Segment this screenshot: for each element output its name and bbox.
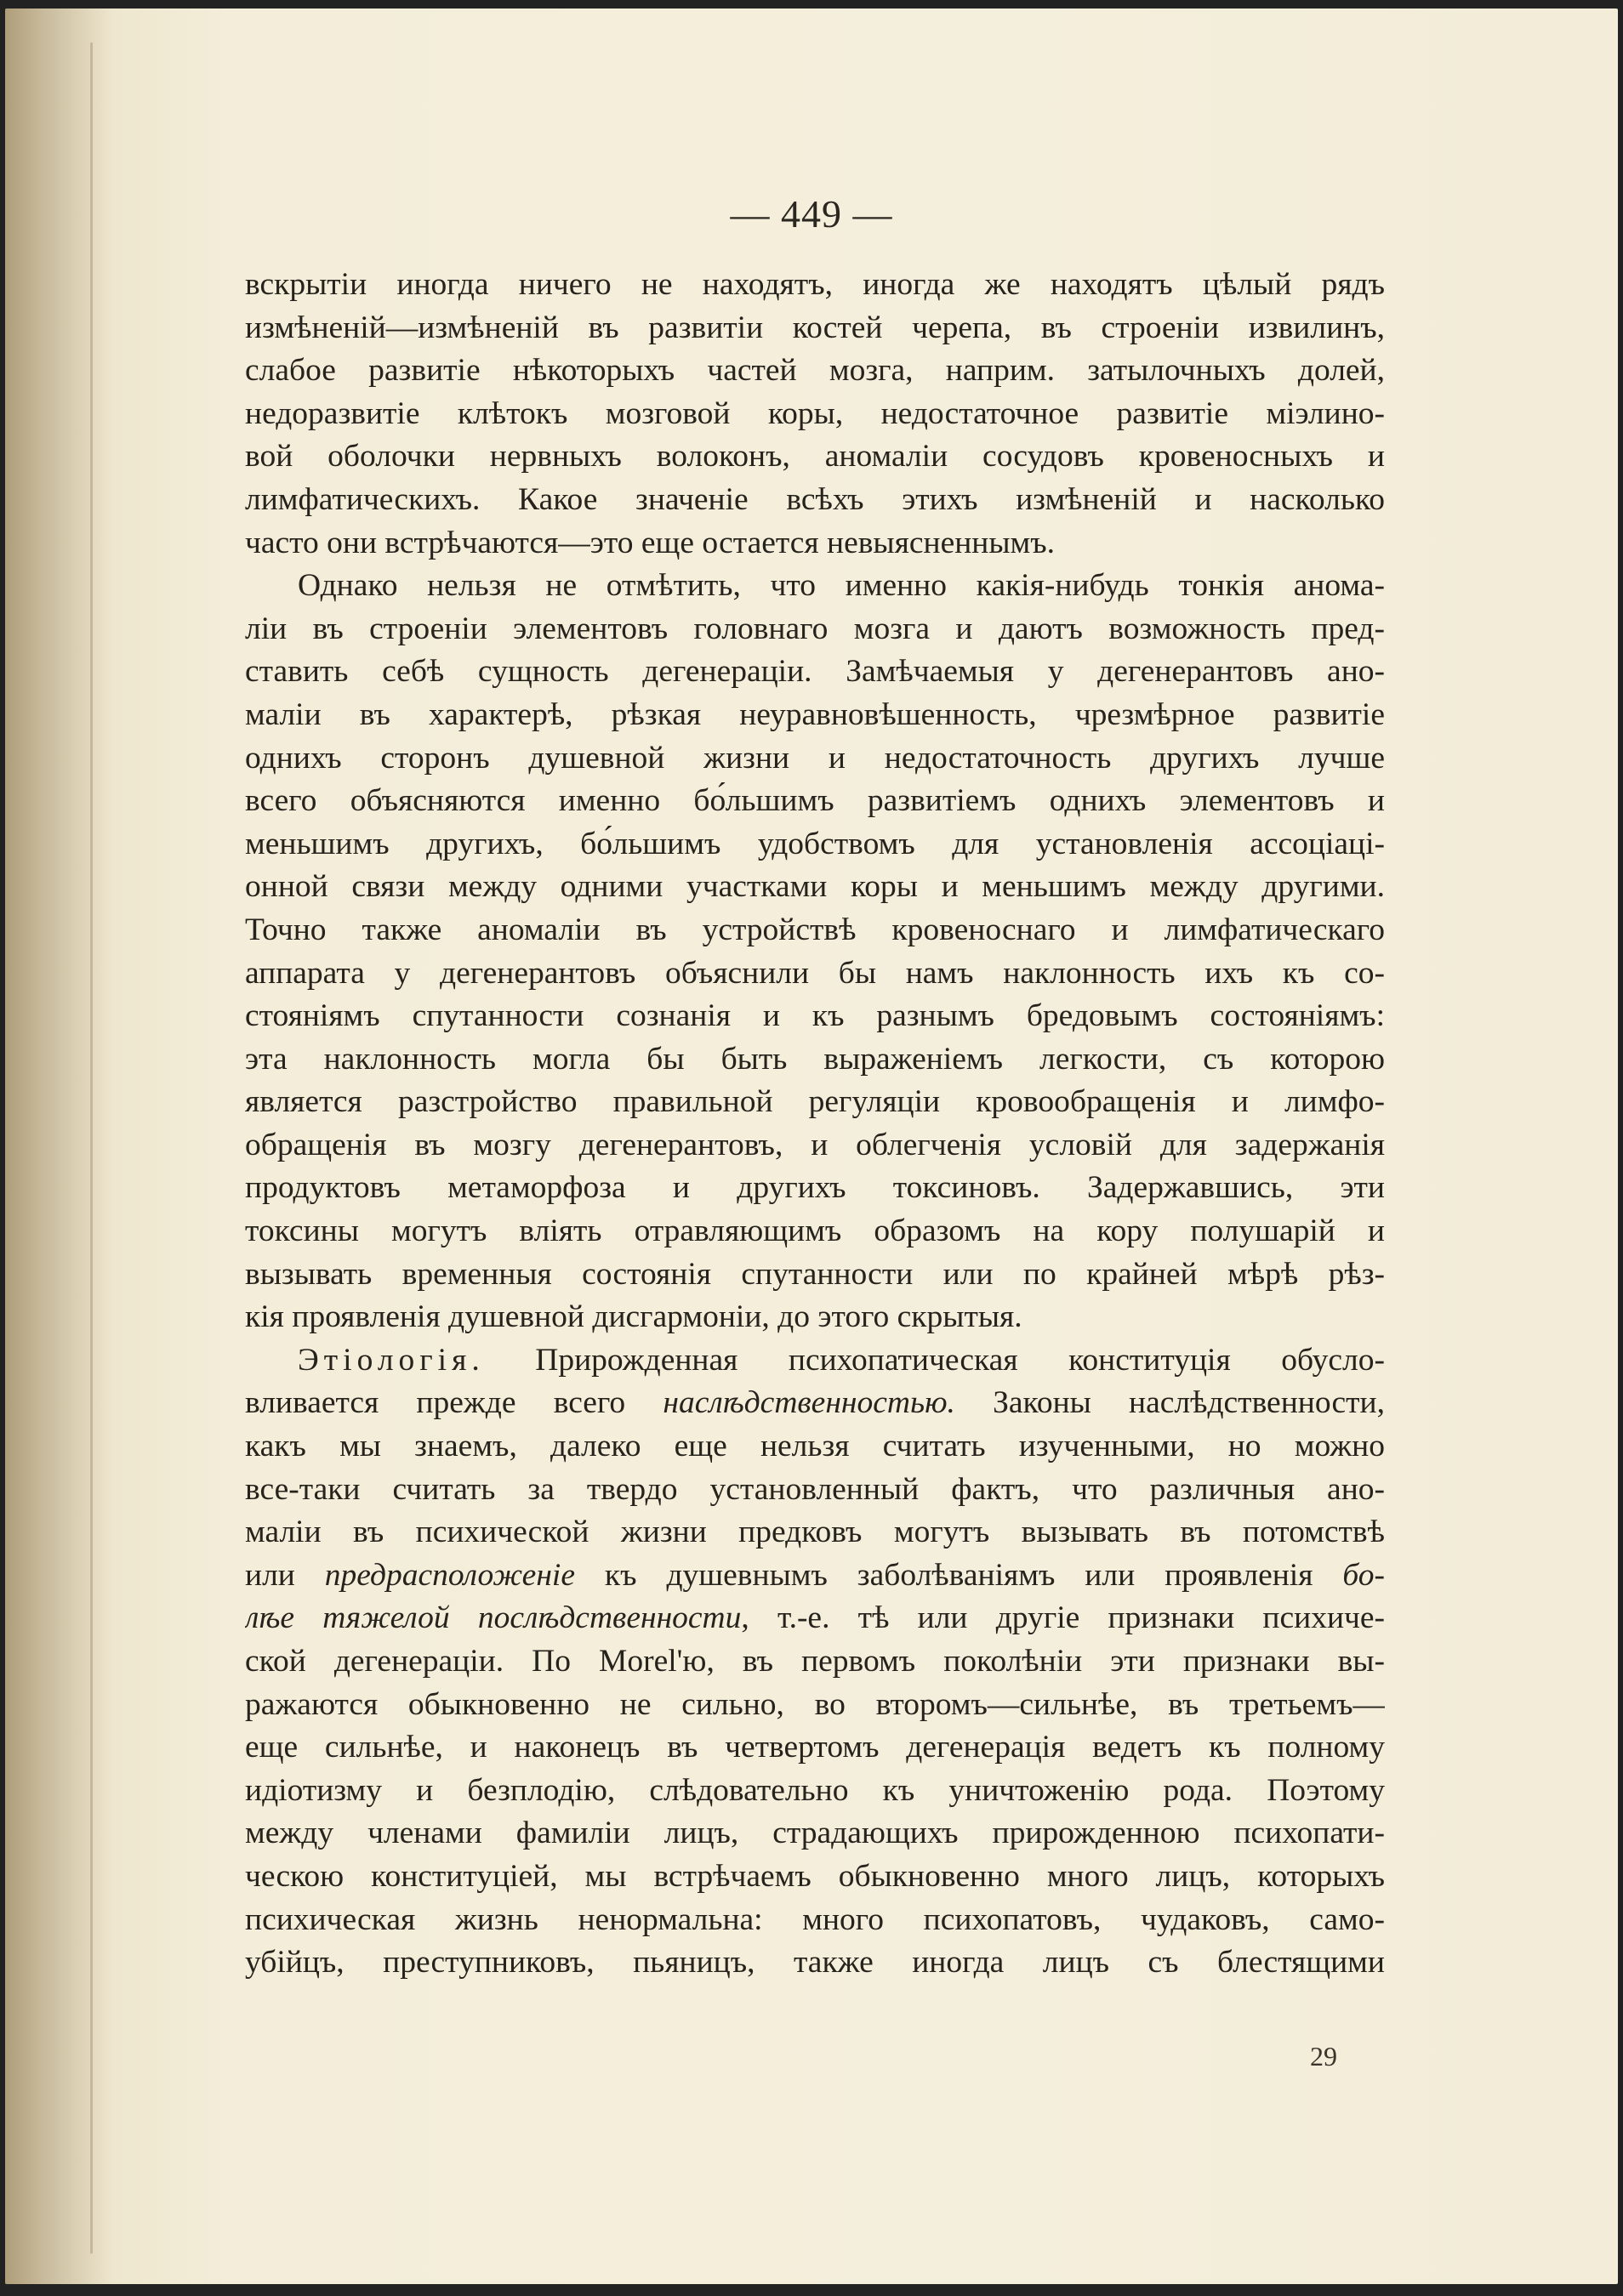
text-line: эта наклонность могла бы быть выраженіемъ легкости, съ которою — [245, 1041, 1385, 1077]
text-line: маліи въ психической жизни предковъ могутъ вызывать въ потомствѣ — [245, 1515, 1385, 1550]
text-line: кія проявленія душевной дисгармоніи, до этого скрытыя. — [245, 1299, 1022, 1335]
text-line: вызывать временныя состоянія спутанности или по крайней мѣрѣ рѣз- — [245, 1256, 1385, 1292]
text-line: всего объясняются именно бо́льшимъ развитіемъ однихъ элементовъ и — [245, 783, 1385, 819]
text-line: является разстройство правильной регуляціи кровообращенія и лимфо- — [245, 1084, 1385, 1120]
text-line: аппарата у дегенерантовъ объяснили бы намъ наклонность ихъ къ со- — [245, 955, 1385, 991]
text-line: вой оболочки нервныхъ волоконъ, аномаліи сосудовъ кровеносныхъ и — [245, 439, 1385, 475]
text-line: психическая жизнь ненормальна: много психопатовъ, чудаковъ, само- — [245, 1901, 1385, 1937]
text-line: ставить себѣ сущность дегенераціи. Замѣчаемыя у дегенерантовъ ано- — [245, 654, 1385, 690]
page-fold-line — [90, 43, 93, 2253]
text-line: лимфатическихъ. Какое значеніе всѣхъ этихъ измѣненій и насколько — [245, 481, 1385, 517]
text-line: слабое развитіе нѣкоторыхъ частей мозга, наприм. затылочныхъ долей, — [245, 353, 1385, 389]
text-line: недоразвитіе клѣтокъ мозговой коры, недостаточное развитіе міэлино- — [245, 395, 1385, 431]
text-line: убійцъ, преступниковъ, пьяницъ, также иногда лицъ съ блестящими — [245, 1945, 1385, 1981]
text-line — [245, 1382, 1385, 1425]
emphasis-text: бо- — [1342, 1557, 1385, 1593]
text-run: къ душевнымъ заболѣваніямъ или проявленія — [575, 1557, 1343, 1593]
text-line: Однако нельзя не отмѣтить, что именно какія-нибудь тонкія анома- — [298, 568, 1385, 604]
text-line: ческою конституціей, мы встрѣчаемъ обыкновенно много лицъ, которыхъ — [245, 1858, 1385, 1894]
text-line: онной связи между одними участками коры и меньшимъ между другими. — [245, 869, 1385, 905]
text-run: или — [245, 1557, 325, 1593]
text-line: однихъ сторонъ душевной жизни и недостаточность другихъ лучше — [245, 740, 1385, 776]
text-run: Прирожденная психопатическая конституція обусло- — [484, 1342, 1385, 1378]
text-line: все-таки считать за твердо установленный фактъ, что различныя ано- — [245, 1471, 1385, 1507]
text-line: токсины могутъ вліять отравляющимъ образомъ на кору полушарій и — [245, 1213, 1385, 1249]
text-line: идіотизму и безплодію, слѣдовательно къ уничтоженію рода. Поэтому — [245, 1772, 1385, 1808]
page-gutter-shadow — [5, 9, 116, 2284]
text-line: вскрытіи иногда ничего не находятъ, иногда же находятъ цѣлый рядъ — [245, 267, 1385, 302]
text-line: ской дегенераціи. По Morel'ю, въ первомъ поколѣніи эти признаки вы- — [245, 1644, 1385, 1679]
paragraph-1 — [245, 264, 1385, 565]
text-line — [245, 1339, 1385, 1383]
text-line: маліи въ характерѣ, рѣзкая неуравновѣшенность, чрезмѣрное развитіе — [245, 696, 1385, 732]
text-line: обращенія въ мозгу дегенерантовъ, и облегченія условій для задержанія — [245, 1127, 1385, 1162]
text-run: , т.-е. тѣ или другіе признаки психиче- — [741, 1600, 1385, 1636]
paragraph-3 — [245, 1339, 1385, 1985]
page-body-text — [245, 264, 1385, 1985]
signature-mark: 29 — [1310, 2041, 1337, 2072]
text-line — [245, 1597, 1385, 1640]
text-run: Законы наслѣдственности, — [954, 1385, 1385, 1421]
text-line: еще сильнѣе, и наконецъ въ четвертомъ дегенерація ведетъ къ полному — [245, 1730, 1385, 1765]
text-line — [245, 1554, 1385, 1598]
text-line: Точно также аномаліи въ устройствѣ кровеноснаго и лимфатическаго — [245, 912, 1385, 947]
text-line: ражаются обыкновенно не сильно, во второмъ—сильнѣе, въ третьемъ— — [245, 1686, 1385, 1722]
text-line: какъ мы знаемъ, далеко еще нельзя считать изученными, но можно — [245, 1429, 1385, 1464]
section-heading-etiology: Этіологія. — [298, 1342, 485, 1378]
text-line: стояніямъ спутанности сознанія и къ разнымъ бредовымъ состояніямъ: — [245, 998, 1385, 1034]
paragraph-2 — [245, 565, 1385, 1339]
text-run: вливается прежде всего — [245, 1385, 663, 1421]
emphasis-text: лѣе тяжелой послѣдственности — [245, 1600, 742, 1636]
text-line: часто они встрѣчаются—это еще остается невыясненнымъ. — [245, 525, 1056, 560]
text-line: измѣненій—измѣненій въ развитіи костей черепа, въ строеніи извилинъ, — [245, 310, 1385, 345]
emphasis-text: предрасположеніе — [324, 1557, 575, 1593]
emphasis-text: наслѣдственностью. — [663, 1385, 955, 1421]
page-number-header: — 449 — — [730, 192, 893, 236]
text-line: между членами фамиліи лицъ, страдающихъ прирожденною психопати- — [245, 1816, 1385, 1851]
text-line: меньшимъ другихъ, бо́льшимъ удобствомъ для установленія ассоціаці- — [245, 826, 1385, 861]
text-line: ліи въ строеніи элементовъ головнаго мозга и даютъ возможность пред- — [245, 611, 1385, 646]
text-line: продуктовъ метаморфоза и другихъ токсиновъ. Задержавшись, эти — [245, 1170, 1385, 1206]
